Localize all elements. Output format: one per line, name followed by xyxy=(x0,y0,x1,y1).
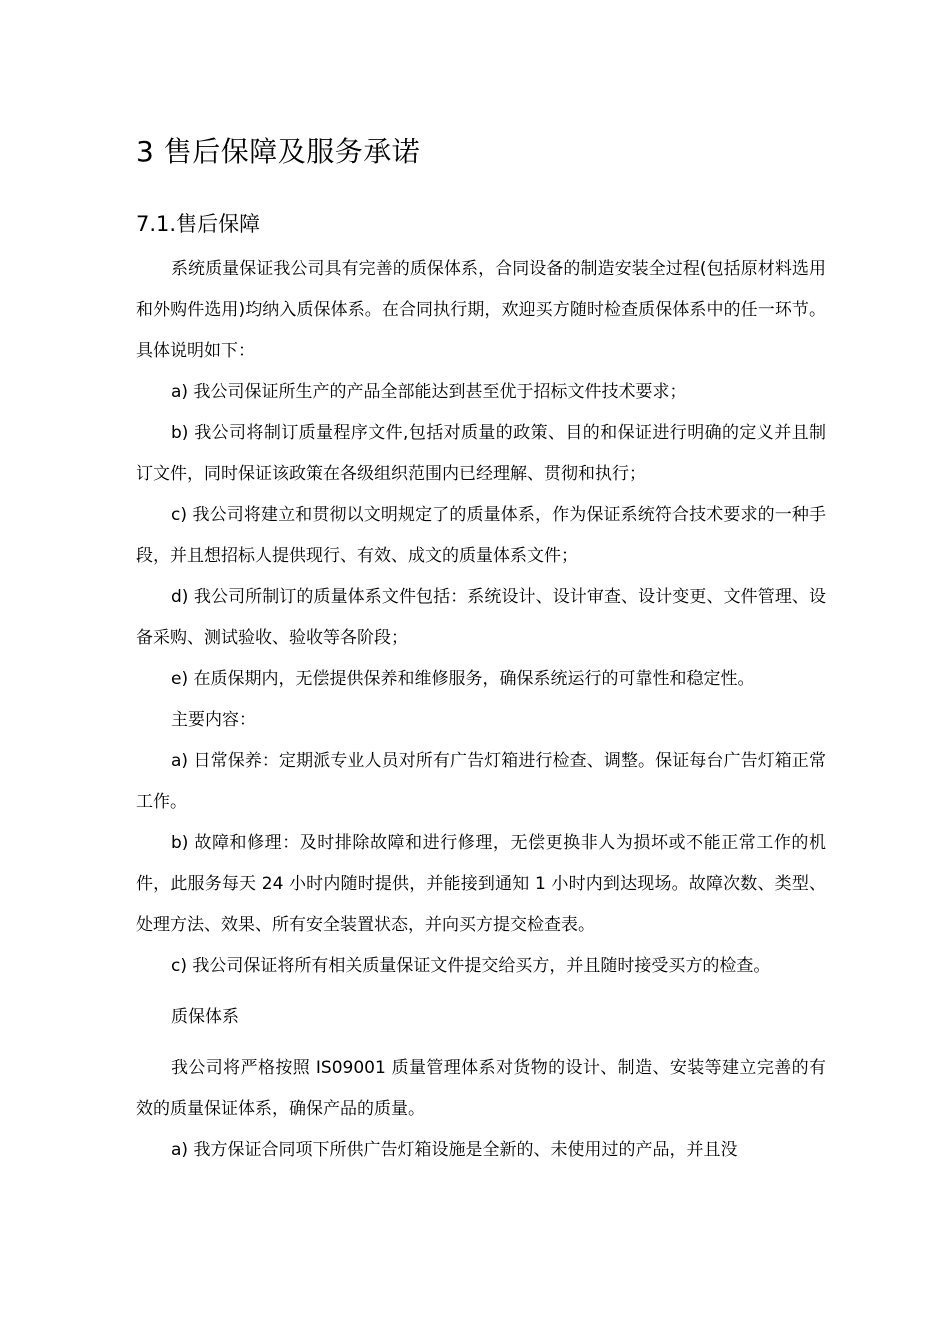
paragraph-quality-item-a: a) 我方保证合同项下所供广告灯箱设施是全新的、未使用过的产品，并且没 xyxy=(171,1140,738,1160)
page-title: 3 售后保障及服务承诺 xyxy=(136,135,421,168)
paragraph-item-d: d) 我公司所制订的质量体系文件包括：系统设计、设计审查、设计变更、文件管理、设备采购、测试验收、验收等各阶段； xyxy=(136,587,826,648)
paragraph-item-a: a) 我公司保证所生产的产品全部能达到甚至优于招标文件技术要求； xyxy=(171,382,687,402)
section-title: 7.1.售后保障 xyxy=(136,212,261,236)
paragraph-maintenance-c: c) 我公司保证将所有相关质量保证文件提交给买方，并且随时接受买方的检查。 xyxy=(171,956,771,976)
paragraph-main-content: 主要内容： xyxy=(171,710,256,730)
paragraph-item-e: e) 在质保期内，无偿提供保养和维修服务，确保系统运行的可靠性和稳定性。 xyxy=(171,669,755,689)
paragraph-item-c: c) 我公司将建立和贯彻以文明规定了的质量体系，作为保证系统符合技术要求的一种手段，并且想招标人提供现行、有效、成文的质量体系文件； xyxy=(136,505,826,566)
paragraph-intro: 系统质量保证我公司具有完善的质保体系，合同设备的制造安装全过程(包括原材料选用和外购件选用)均纳入质保体系。在合同执行期，欢迎买方随时检查质保体系中的任一环节。具体说明如下： xyxy=(136,259,826,361)
paragraph-maintenance-b: b) 故障和修理：及时排除故障和进行修理，无偿更换非人为损坏或不能正常工作的机件，此服务每天 24 小时内随时提供，并能接到通知 1 小时内到达现场。故障次数、类型、处理方法、效果、所有安全装置状态，并向买方提交检查表。 xyxy=(136,833,826,935)
paragraph-quality-system-title: 质保体系 xyxy=(171,1007,239,1027)
document-body xyxy=(136,249,826,1171)
paragraph-item-b: b) 我公司将制订质量程序文件,包括对质量的政策、目的和保证进行明确的定义并且制订文件，同时保证该政策在各级组织范围内已经理解、贯彻和执行； xyxy=(136,423,826,484)
paragraph-quality-system: 我公司将严格按照 IS09001 质量管理体系对货物的设计、制造、安装等建立完善的有效的质量保证体系，确保产品的质量。 xyxy=(136,1058,826,1119)
paragraph-maintenance-a: a) 日常保养：定期派专业人员对所有广告灯箱进行检查、调整。保证每台广告灯箱正常工作。 xyxy=(136,751,826,812)
